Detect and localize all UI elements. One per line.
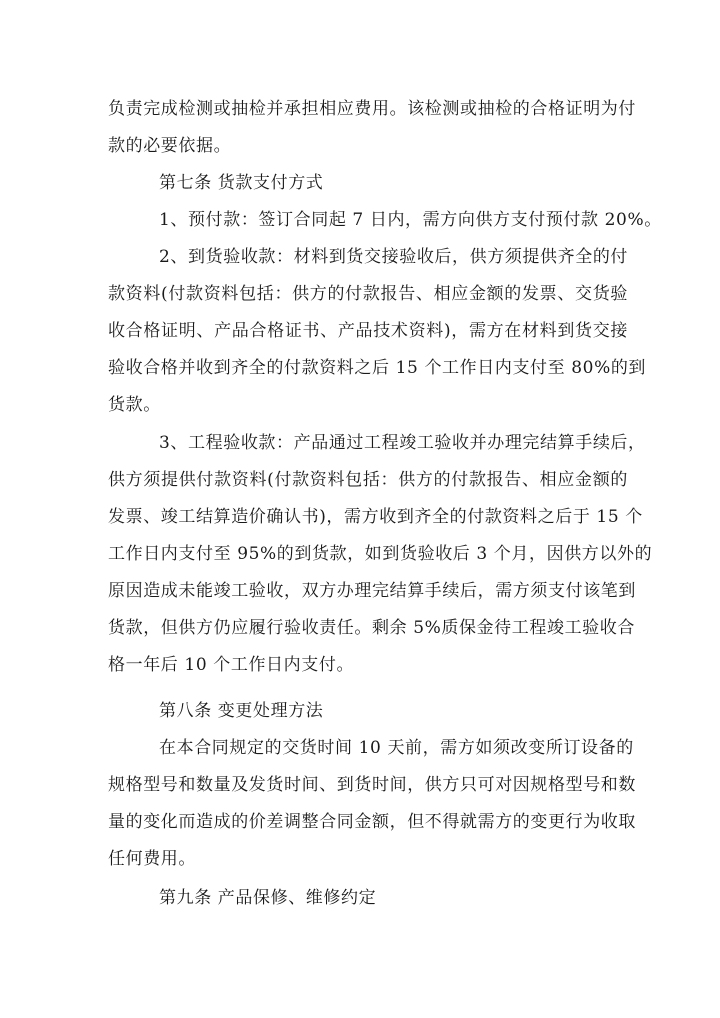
paragraph-line-change-3: 量的变化而造成的价差调整合同金额，但不得就需方的变更行为收取	[108, 812, 636, 832]
section-heading-article-9: 第九条 产品保修、维修约定	[159, 888, 377, 908]
paragraph-line-delivery-4: 验收合格并收到齐全的付款资料之后 15 个工作日内支付至 80%的到	[108, 358, 647, 378]
section-heading-article-8: 第八条 变更处理方法	[159, 701, 324, 721]
paragraph-line-prepayment: 1、预付款：签订合同起 7 日内，需方向供方支付预付款 20%。	[159, 210, 662, 230]
section-heading-article-7: 第七条 货款支付方式	[159, 173, 324, 193]
paragraph-line-acceptance-6: 货款，但供方仍应履行验收责任。剩余 5%质保金待工程竣工验收合	[108, 618, 635, 638]
paragraph-line-delivery-payment: 2、到货验收款：材料到货交接验收后，供方须提供齐全的付	[159, 247, 629, 267]
paragraph-line-2: 款的必要依据。	[108, 136, 232, 156]
paragraph-line-acceptance-2: 供方须提供付款资料(付款资料包括：供方的付款报告、相应金额的	[108, 470, 628, 490]
paragraph-line-change-1: 在本合同规定的交货时间 10 天前，需方如须改变所订设备的	[159, 738, 634, 758]
paragraph-line-acceptance-3: 发票、竣工结算造价确认书)，需方收到齐全的付款资料之后于 15 个	[108, 507, 643, 527]
paragraph-line-delivery-2: 款资料(付款资料包括：供方的付款报告、相应金额的发票、交货验	[108, 284, 628, 304]
paragraph-line-delivery-3: 收合格证明、产品合格证书、产品技术资料)，需方在材料到货交接	[108, 321, 628, 341]
paragraph-line-change-2: 规格型号和数量及发货时间、到货时间，供方只可对因规格型号和数	[108, 775, 636, 795]
paragraph-line-delivery-5: 货款。	[108, 395, 161, 415]
paragraph-line-acceptance-payment: 3、工程验收款：产品通过工程竣工验收并办理完结算手续后，	[159, 433, 646, 453]
paragraph-line-acceptance-5: 原因造成未能竣工验收，双方办理完结算手续后，需方须支付该笔到	[108, 581, 636, 601]
paragraph-line-acceptance-4: 工作日内支付至 95%的到货款，如到货验收后 3 个月，因供方以外的	[108, 544, 653, 564]
paragraph-line-acceptance-7: 格一年后 10 个工作日内支付。	[108, 655, 355, 675]
paragraph-line-change-4: 任何费用。	[108, 849, 196, 869]
paragraph-line-1: 负责完成检测或抽检并承担相应费用。该检测或抽检的合格证明为付	[108, 99, 636, 119]
